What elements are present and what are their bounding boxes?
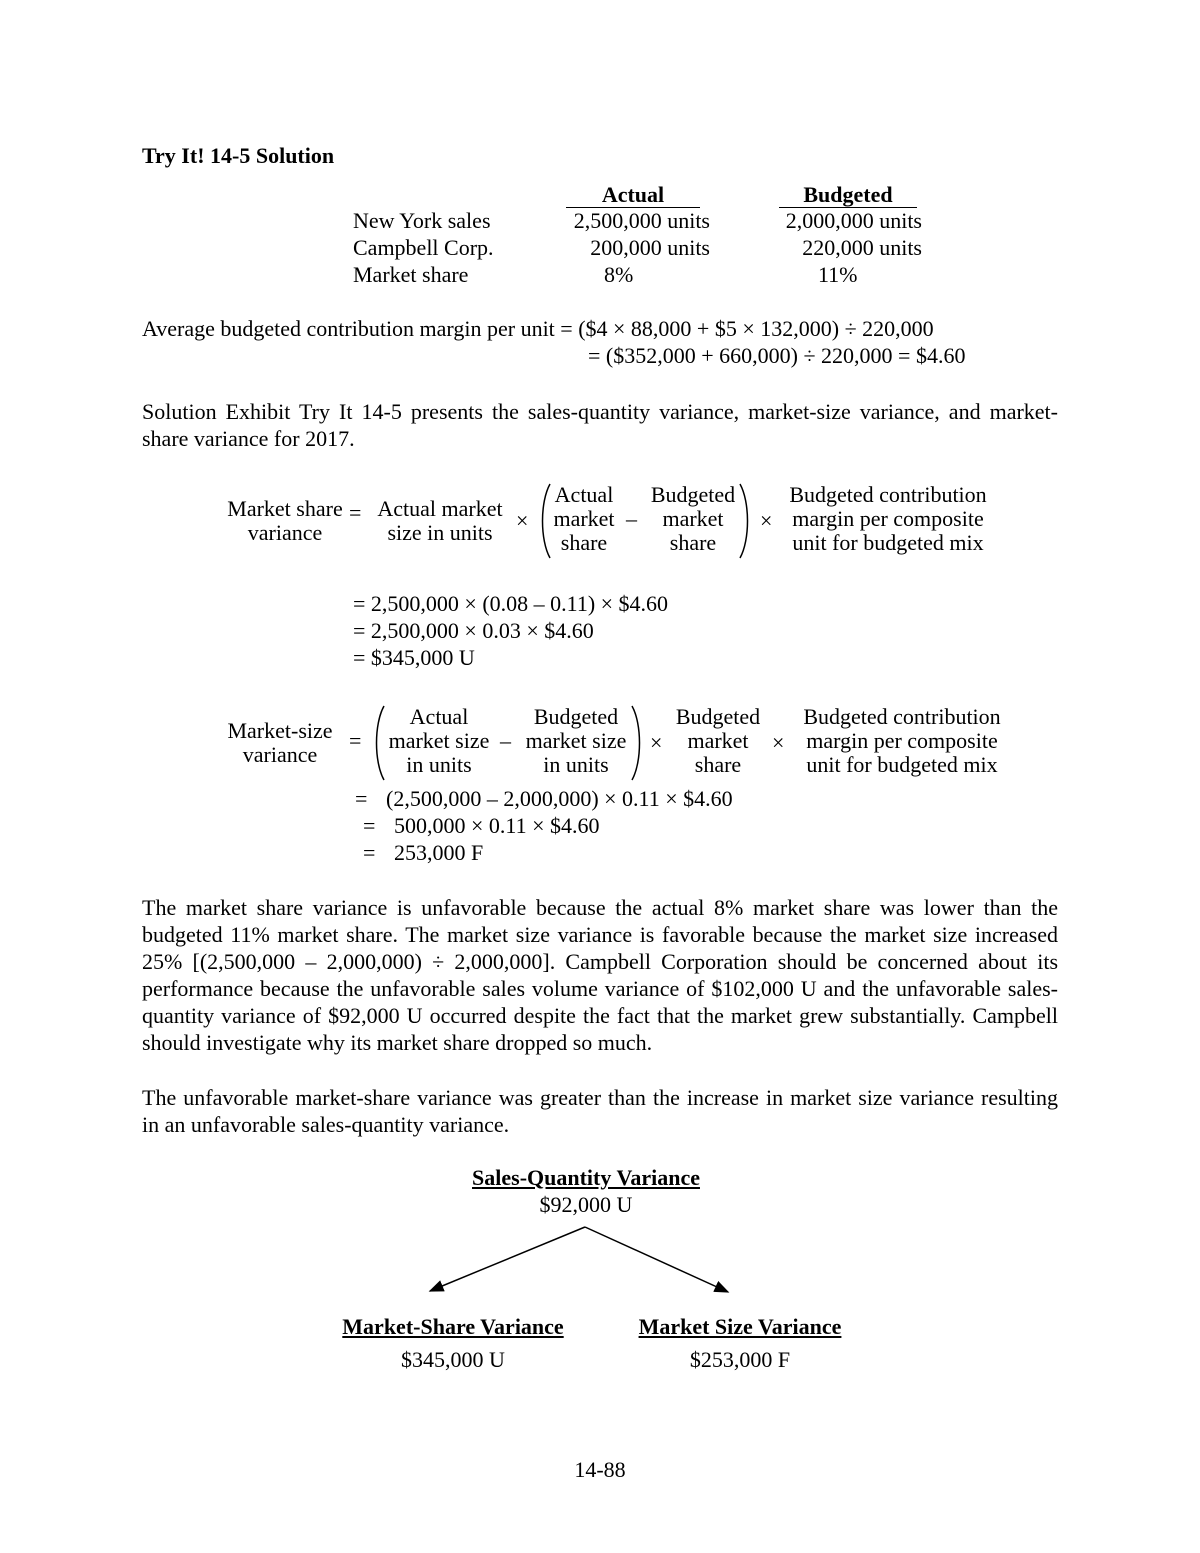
- page-number: 14-88: [574, 1457, 626, 1482]
- ms-step-1: = 2,500,000 × (0.08 – 0.11) × $4.60: [353, 591, 669, 616]
- msz-label-line2: variance: [242, 742, 318, 767]
- ms-eq: =: [349, 500, 362, 525]
- cell-share-budgeted: 11%: [818, 262, 858, 287]
- avg-margin-line2: = ($352,000 + 660,000) ÷ 220,000 = $4.60: [588, 343, 966, 368]
- msz-times-1: ×: [650, 730, 663, 755]
- msz-paren-budgeted-line3: in units: [543, 752, 609, 777]
- market-size-variance-title: Market Size Variance: [638, 1314, 842, 1339]
- msz-margin-line2: margin per composite: [806, 728, 998, 753]
- sales-quantity-value: $92,000 U: [539, 1192, 633, 1217]
- row-label-market-share: Market share: [353, 262, 469, 287]
- msz-paren-budgeted-line1: Budgeted: [533, 704, 619, 729]
- ms-minus: –: [626, 506, 637, 531]
- ms-paren-budgeted-line3: share: [669, 530, 717, 555]
- ms-paren-actual-line2: market: [553, 506, 615, 531]
- cell-campbell-actual: 200,000 units: [590, 235, 710, 260]
- cell-ny-budgeted: 2,000,000 units: [785, 208, 922, 233]
- msz-paren-actual-line2: market size: [388, 728, 490, 753]
- ms-paren-budgeted-line1: Budgeted: [650, 482, 736, 507]
- ms-label-line1: Market share: [227, 496, 343, 521]
- msz-margin-line1: Budgeted contribution: [803, 704, 1001, 729]
- msz-margin-line3: unit for budgeted mix: [806, 752, 998, 777]
- ms-paren-budgeted-line2: market: [662, 506, 724, 531]
- page-title: Try It! 14-5 Solution: [142, 143, 335, 168]
- ms-paren-actual-line3: share: [560, 530, 608, 555]
- ms-step-2: = 2,500,000 × 0.03 × $4.60: [353, 618, 594, 643]
- ms-margin-line2: margin per composite: [792, 506, 984, 531]
- conclusion-paragraph-1: The market share variance is unfavorable because the actual 8% market share was lower than the budgeted 11% market share. The market size variance is favorable because the market size increased 25% [(2,500,000 – 2,000,000) ÷ 2,000,000]. Campbell Corporation should be concerned about its performance because the unfavorable sales volume variance of $102,000 U and the unfavorable sales-quantity variance of $92,000 U occurred despite the fact that the market grew substantially. Campbell should investigate why its market share dropped so much.: [142, 895, 1058, 1055]
- msz-step-3-eq: =: [363, 840, 376, 865]
- msz-paren-budgeted-line2: market size: [525, 728, 627, 753]
- ms-term1-line1: Actual market: [377, 496, 503, 521]
- cell-share-actual: 8%: [604, 262, 634, 287]
- conclusion-paragraph-2: The unfavorable market-share variance was greater than the increase in market size variance resulting in an unfavorable sales-quantity variance.: [142, 1085, 1058, 1137]
- msz-paren-actual-line3: in units: [406, 752, 472, 777]
- msz-step-3: 253,000 F: [394, 840, 484, 865]
- ms-times-2: ×: [760, 508, 773, 533]
- msz-step-1: (2,500,000 – 2,000,000) × 0.11 × $4.60: [386, 786, 733, 811]
- msz-times-2: ×: [772, 730, 785, 755]
- intro-paragraph: Solution Exhibit Try It 14-5 presents the sales-quantity variance, market-size variance, and market-share variance for 2017.: [142, 399, 1058, 451]
- ms-margin-line1: Budgeted contribution: [789, 482, 987, 507]
- msz-share-line2: market: [687, 728, 749, 753]
- ms-paren-actual-line1: Actual: [554, 482, 614, 507]
- ms-term1-line2: size in units: [387, 520, 493, 545]
- cell-campbell-budgeted: 220,000 units: [802, 235, 922, 260]
- arrow-left: [430, 1227, 585, 1291]
- msz-share-line1: Budgeted: [675, 704, 761, 729]
- sales-quantity-title: Sales-Quantity Variance: [472, 1165, 700, 1190]
- table-header-actual: Actual: [601, 182, 665, 207]
- msz-step-2: 500,000 × 0.11 × $4.60: [394, 813, 600, 838]
- market-share-variance-value: $345,000 U: [401, 1347, 505, 1372]
- ms-label-line2: variance: [247, 520, 323, 545]
- row-label-ny-sales: New York sales: [353, 208, 491, 233]
- market-size-variance-value: $253,000 F: [689, 1347, 791, 1372]
- row-label-campbell: Campbell Corp.: [353, 235, 494, 260]
- msz-paren-actual-line1: Actual: [409, 704, 469, 729]
- ms-step-3: = $345,000 U: [353, 645, 475, 670]
- msz-minus: –: [500, 728, 511, 753]
- msz-label-line1: Market-size: [227, 718, 333, 743]
- msz-step-1-eq: =: [355, 786, 368, 811]
- msz-eq: =: [349, 728, 362, 753]
- msz-step-2-eq: =: [363, 813, 376, 838]
- market-share-variance-title: Market-Share Variance: [342, 1314, 564, 1339]
- table-header-budgeted: Budgeted: [803, 182, 893, 207]
- arrow-right: [585, 1227, 728, 1292]
- msz-share-line3: share: [694, 752, 742, 777]
- ms-times-1: ×: [516, 508, 529, 533]
- avg-margin-line1: Average budgeted contribution margin per unit = ($4 × 88,000 + $5 × 132,000) ÷ 220,000: [142, 316, 934, 341]
- cell-ny-actual: 2,500,000 units: [573, 208, 710, 233]
- ms-margin-line3: unit for budgeted mix: [792, 530, 984, 555]
